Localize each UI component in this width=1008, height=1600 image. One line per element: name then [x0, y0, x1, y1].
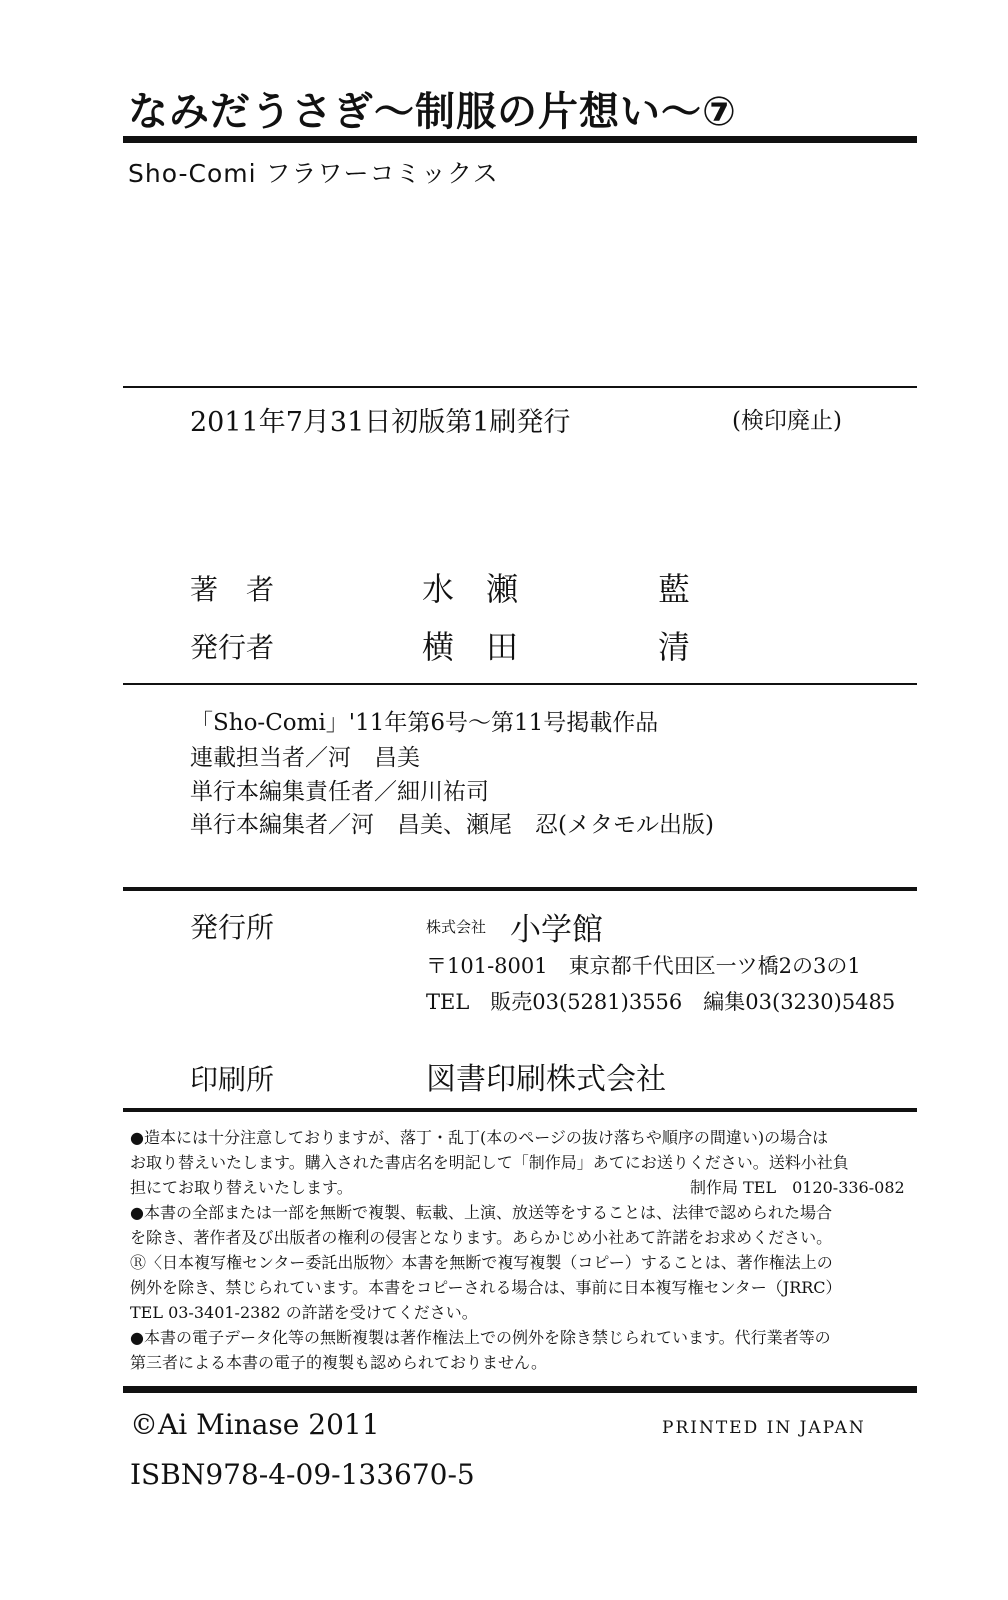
imprint-name: Sho-Comi フラワーコミックス	[128, 159, 499, 188]
isbn: ISBN978-4-09-133670-5	[130, 1458, 475, 1491]
publishing-house-label: 発行所	[190, 911, 275, 944]
credit-line: 「Sho-Comi」'11年第6号〜第11号掲載作品	[190, 710, 659, 736]
company-name: 小学館	[510, 912, 603, 948]
notice-top-divider	[123, 1108, 917, 1112]
notice-line: 第三者による本書の電子的複製も認められておりません。	[130, 1353, 547, 1372]
notice-line: 担にてお取り替えいたします。	[130, 1178, 353, 1197]
credits-divider	[123, 683, 917, 685]
company-address: 〒101-8001 東京都千代田区一ツ橋2の3の1	[426, 954, 861, 978]
credit-line: 単行本編集者／河 昌美、瀬尾 忍(メタモル出版)	[190, 812, 714, 838]
book-title: なみだうさぎ〜制服の片想い〜⑦	[128, 89, 737, 135]
company-type: 株式会社	[426, 918, 487, 936]
publisher-person-given: 横 田	[422, 628, 519, 666]
publisher-person-label: 発行者	[190, 631, 275, 664]
notice-line: ●本書の電子データ化等の無断複製は著作権法上での例外を除き禁じられています。代行業者等の	[130, 1328, 831, 1347]
notice-line: お取り替えいたします。購入された書店名を明記して「制作局」あてにお送りください。送料小社負	[130, 1153, 849, 1172]
notice-line: TEL 03-3401-2382 の許諾を受けてください。	[130, 1303, 478, 1322]
seal-note: (検印廃止)	[732, 408, 842, 434]
printer-label: 印刷所	[190, 1063, 275, 1096]
notice-line: を除き、著作者及び出版者の権利の侵害となります。あらかじめ小社あて許諾をお求めください。	[130, 1228, 833, 1247]
date-divider	[123, 386, 917, 388]
notice-bottom-divider	[123, 1386, 917, 1393]
notice-line: Ⓡ〈日本複写権センター委託出版物〉本書を無断で複写複製（コピー）することは、著作権法上の	[130, 1253, 833, 1272]
notice-line: ●造本には十分注意しておりますが、落丁・乱丁(本のページの抜け落ちや順序の間違い)の場合は	[130, 1128, 829, 1147]
author-name-given: 水 瀬	[422, 570, 519, 608]
credit-line: 連載担当者／河 昌美	[190, 745, 420, 771]
title-divider	[123, 136, 917, 143]
publisher-divider	[123, 887, 917, 891]
notice-line: ●本書の全部または一部を無断で複製、転載、上演、放送等をすることは、法律で認められた場合	[130, 1203, 832, 1222]
notice-line: 例外を除き、禁じられています。本書をコピーされる場合は、事前に日本複写権センター（JRRC）	[130, 1278, 842, 1297]
author-name-family: 藍	[658, 570, 691, 608]
author-label: 著 者	[190, 573, 275, 606]
production-contact: 制作局 TEL 0120-336-082	[690, 1178, 905, 1197]
printer-name: 図書印刷株式会社	[426, 1062, 666, 1097]
printed-in-japan: PRINTED IN JAPAN	[662, 1418, 866, 1438]
publisher-person-family: 清	[658, 628, 691, 666]
company-phone: TEL 販売03(5281)3556 編集03(3230)5485	[426, 990, 896, 1014]
copyright-notice: ©Ai Minase 2011	[130, 1408, 380, 1441]
credit-line: 単行本編集責任者／細川祐司	[190, 779, 489, 805]
publication-date: 2011年7月31日初版第1刷発行	[190, 407, 571, 438]
